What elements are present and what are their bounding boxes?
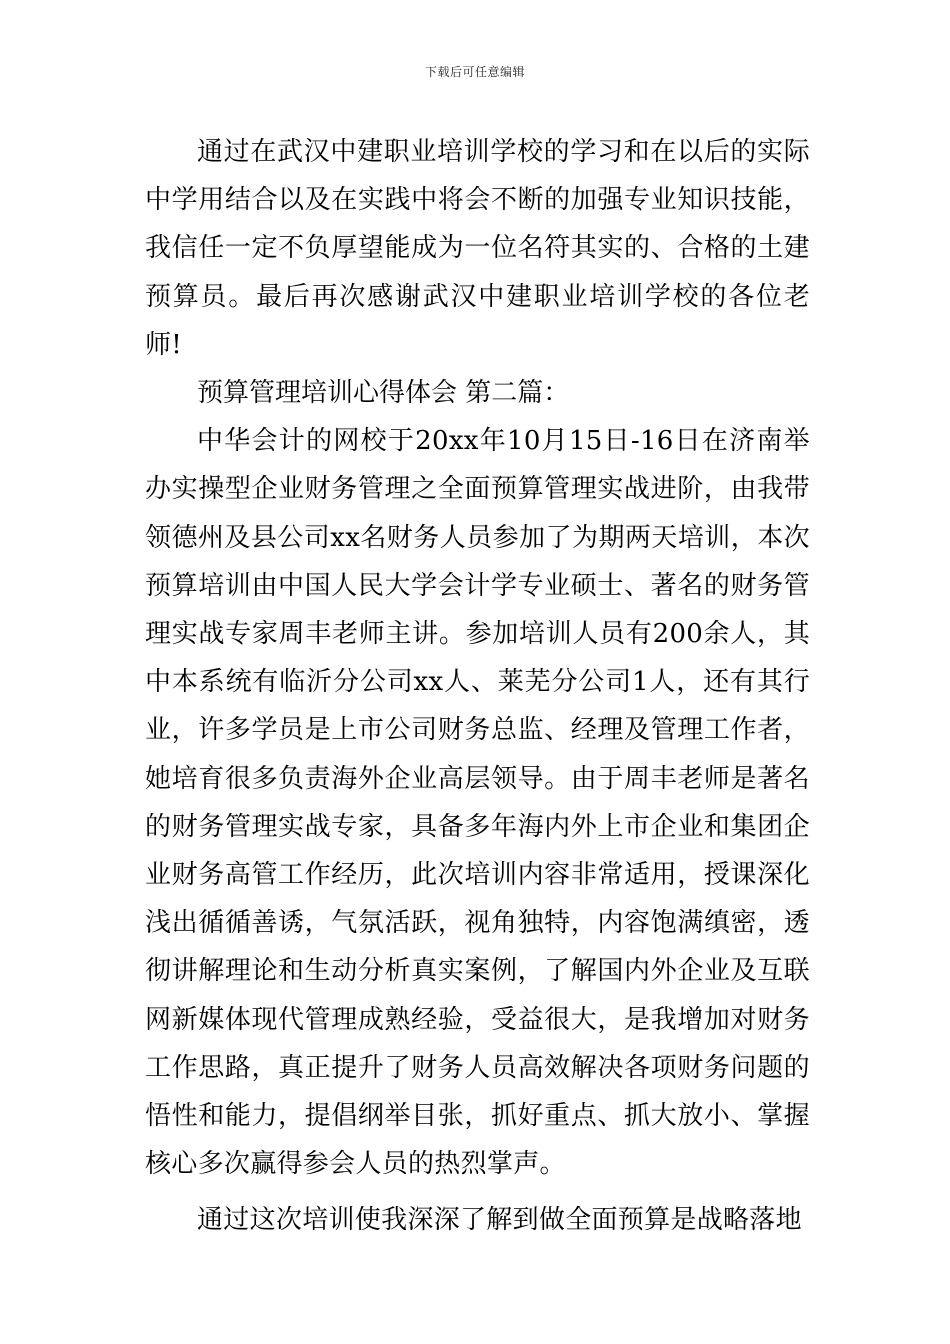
paragraph-gap bbox=[145, 1188, 810, 1196]
paragraph-continued: 通过这次培训使我深深了解到做全面预算是战略落地 bbox=[197, 1205, 802, 1236]
section-heading: 预算管理培训心得体会 第二篇： bbox=[197, 378, 570, 409]
document-body bbox=[145, 128, 810, 1245]
paragraph-main: 中华会计的网校于20xx年10月15日-16日在济南举办实操型企业财务管理之全面预算管理实战进阶，由我带领德州及县公司xx名财务人员参加了为期两天培训，本次预算培训由中国人民大学会计学专业硕士、著名的财务管理实战专家周丰老师主讲。参加培训人员有200余人，其中本系统有临沂分公司xx人、莱芜分公司1人，还有其行业，许多学员是上市公司财务总监、经理及管理工作者，她培育很多负责海外企业高层领导。由于周丰老师是著名的财务管理实战专家，具备多年海内外上市企业和集团企业财务高管工作经历，此次培训内容非常适用，授课深化浅出循循善诱，气氛活跃，视角独特，内容饱满缜密，透彻讲解理论和生动分析真实案例，了解国内外企业及互联网新媒体现代管理成熟经验，受益很大，是我增加对财务工作思路，真正提升了财务人员高效解决各项财务问题的悟性和能力，提倡纲举目张，抓好重点、抓大放小、掌握核心多次赢得参会人员的热烈掌声。 bbox=[145, 426, 810, 1180]
paragraph-intro: 通过在武汉中建职业培训学校的学习和在以后的实际中学用结合以及在实践中将会不断的加强专业知识技能，我信任一定不负厚望能成为一位名符其实的、合格的土建预算员。最后再次感谢武汉中建职业培训学校的各位老师! bbox=[145, 137, 810, 360]
page-header: 下载后可任意编辑 bbox=[424, 65, 525, 79]
